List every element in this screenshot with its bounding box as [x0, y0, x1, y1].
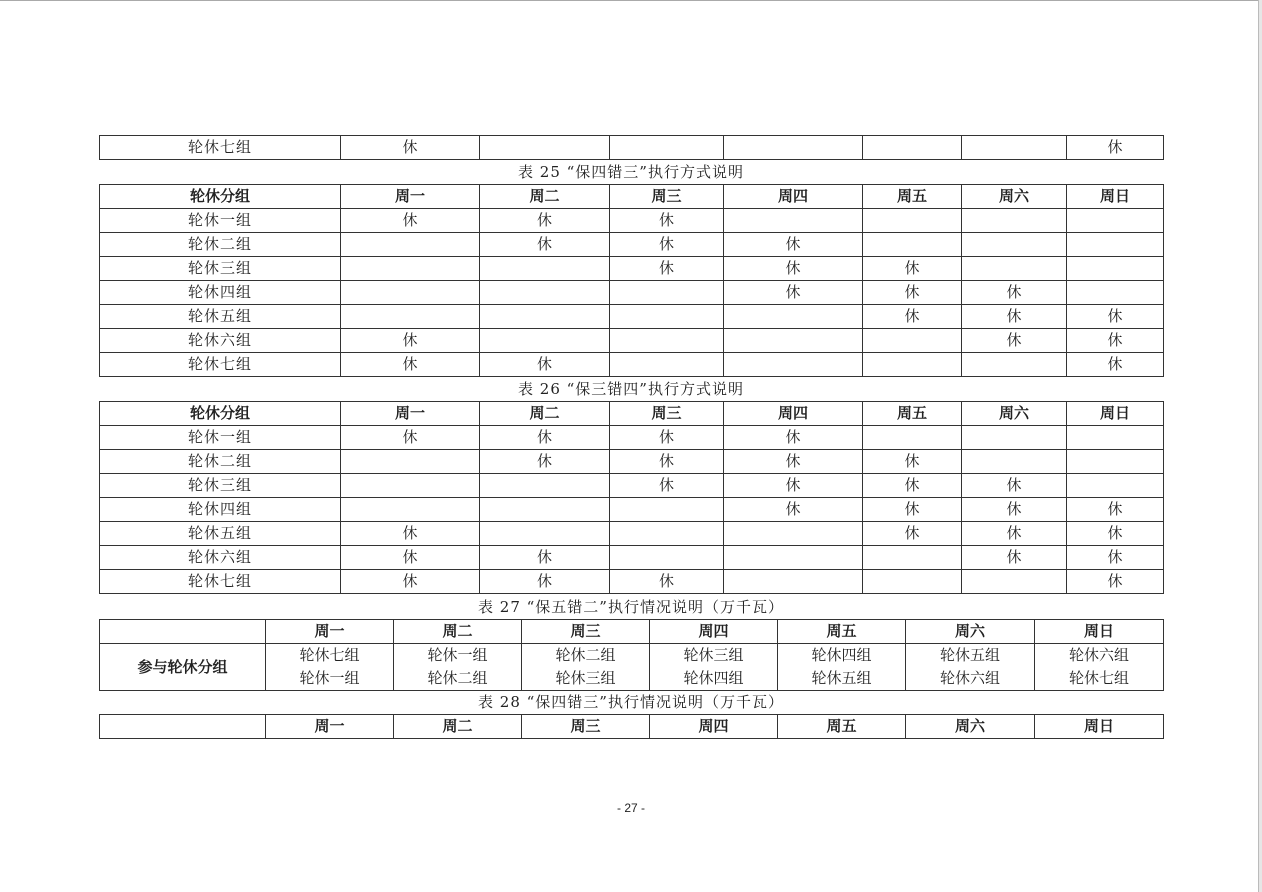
cell: 休 [341, 209, 480, 233]
row-label: 轮休七组 [100, 353, 341, 377]
table-row [100, 522, 1164, 546]
cell [724, 353, 863, 377]
cell: 休 [1067, 546, 1164, 570]
cell [863, 546, 962, 570]
cell [610, 281, 724, 305]
cell: 休 [724, 450, 863, 474]
page-number: - 27 - [616, 801, 645, 815]
cell [610, 522, 724, 546]
cell [1067, 233, 1164, 257]
cell [480, 522, 610, 546]
cell [610, 136, 724, 160]
row-label: 轮休七组 [100, 570, 341, 594]
cell [341, 281, 480, 305]
cell [724, 570, 863, 594]
cell [962, 257, 1067, 281]
table25-caption: 表 25 “保四错三”执行方式说明 [518, 163, 744, 181]
table-row [100, 353, 1164, 377]
cell: 休 [480, 233, 610, 257]
cell [1067, 257, 1164, 281]
cell [724, 209, 863, 233]
cell: 休 [962, 546, 1067, 570]
cell: 休 [863, 474, 962, 498]
cell: 休 [724, 257, 863, 281]
table-row [100, 450, 1164, 474]
cell: 休 [962, 281, 1067, 305]
cell [1067, 281, 1164, 305]
header-empty [100, 715, 266, 739]
cell [1067, 450, 1164, 474]
cell [962, 450, 1067, 474]
header-day: 周二 [480, 185, 610, 209]
cell [610, 353, 724, 377]
header-day: 周六 [906, 620, 1035, 644]
table26-caption: 表 26 “保三错四”执行方式说明 [518, 380, 744, 398]
group-name: 轮休七组 [1068, 669, 1129, 687]
cell: 休 [962, 305, 1067, 329]
cell [610, 305, 724, 329]
cell [1067, 474, 1164, 498]
table25-body [100, 209, 1164, 377]
header-day: 周五 [863, 402, 962, 426]
table28-caption: 表 28 “保四错三”执行情况说明（万千瓦） [478, 693, 784, 711]
cell: 休 [863, 450, 962, 474]
cell: 休 [341, 546, 480, 570]
row-label: 轮休一组 [100, 209, 341, 233]
table27 [99, 619, 1163, 691]
cell [522, 644, 650, 691]
row-label: 参与轮休分组 [100, 644, 266, 691]
cell: 休 [610, 233, 724, 257]
cell [610, 498, 724, 522]
table-row [100, 209, 1164, 233]
group-name: 轮休五组 [811, 669, 872, 687]
group-name: 轮休一组 [427, 646, 488, 664]
cell [394, 644, 522, 691]
table-row [100, 570, 1164, 594]
cell: 休 [480, 570, 610, 594]
row-label: 轮休五组 [100, 305, 341, 329]
cell [962, 353, 1067, 377]
row-label: 轮休三组 [100, 257, 341, 281]
table26-body [100, 426, 1164, 594]
cell [341, 305, 480, 329]
cell: 休 [1067, 305, 1164, 329]
cell [724, 136, 863, 160]
table-row [100, 329, 1164, 353]
header-day: 周四 [724, 185, 863, 209]
table-row [100, 474, 1164, 498]
row-label: 轮休三组 [100, 474, 341, 498]
cell: 休 [480, 546, 610, 570]
cell: 休 [480, 209, 610, 233]
cell: 休 [610, 474, 724, 498]
header-day: 周二 [480, 402, 610, 426]
cell [863, 426, 962, 450]
cell: 休 [724, 233, 863, 257]
cell [480, 136, 610, 160]
group-name: 轮休一组 [299, 669, 360, 687]
cell [863, 353, 962, 377]
header-day: 周日 [1035, 620, 1164, 644]
cell: 休 [962, 329, 1067, 353]
cell: 休 [610, 570, 724, 594]
group-name: 轮休六组 [939, 669, 1000, 687]
row-label: 轮休四组 [100, 281, 341, 305]
header-day: 周日 [1067, 402, 1164, 426]
cell [962, 209, 1067, 233]
cell [863, 329, 962, 353]
header-group: 轮休分组 [100, 402, 341, 426]
header-day: 周三 [610, 185, 724, 209]
header-empty [100, 620, 266, 644]
table25 [99, 184, 1163, 377]
header-day: 周四 [650, 715, 778, 739]
cell [341, 233, 480, 257]
group-name: 轮休四组 [811, 646, 872, 664]
group-name: 轮休三组 [555, 669, 616, 687]
cell: 休 [724, 426, 863, 450]
header-day: 周六 [962, 185, 1067, 209]
cell [1067, 426, 1164, 450]
cell: 休 [863, 498, 962, 522]
cell [1067, 209, 1164, 233]
header-day: 周二 [394, 620, 522, 644]
cell: 休 [724, 498, 863, 522]
header-day: 周六 [906, 715, 1035, 739]
group-name: 轮休二组 [555, 646, 616, 664]
row-label: 轮休二组 [100, 450, 341, 474]
cell [480, 305, 610, 329]
header-day: 周一 [266, 620, 394, 644]
table26 [99, 401, 1163, 594]
cell [863, 233, 962, 257]
cell [480, 474, 610, 498]
cell [650, 644, 778, 691]
cell: 休 [480, 353, 610, 377]
row-label: 轮休二组 [100, 233, 341, 257]
header-day: 周六 [962, 402, 1067, 426]
header-day: 周五 [863, 185, 962, 209]
cell: 休 [1067, 570, 1164, 594]
cell: 休 [480, 450, 610, 474]
cell: 休 [962, 498, 1067, 522]
header-day: 周一 [266, 715, 394, 739]
cell: 休 [724, 281, 863, 305]
cell: 休 [863, 522, 962, 546]
header-day: 周一 [341, 402, 480, 426]
table-row [100, 233, 1164, 257]
cell [962, 136, 1067, 160]
cell: 休 [610, 450, 724, 474]
cell: 休 [863, 305, 962, 329]
row-label: 轮休六组 [100, 329, 341, 353]
cell [962, 233, 1067, 257]
row-label: 轮休一组 [100, 426, 341, 450]
table-row [100, 498, 1164, 522]
cell [480, 257, 610, 281]
cell [724, 329, 863, 353]
cell [863, 136, 962, 160]
table-row [100, 136, 1164, 160]
group-name: 轮休五组 [939, 646, 1000, 664]
cell [610, 329, 724, 353]
cell: 休 [962, 474, 1067, 498]
group-name: 轮休六组 [1068, 646, 1129, 664]
cell: 休 [610, 209, 724, 233]
cell [341, 450, 480, 474]
cell: 休 [610, 257, 724, 281]
header-day: 周二 [394, 715, 522, 739]
cell: 休 [863, 281, 962, 305]
cell: 休 [962, 522, 1067, 546]
header-day: 周五 [778, 620, 906, 644]
cell [724, 546, 863, 570]
cell: 休 [863, 257, 962, 281]
group-name: 轮休二组 [427, 669, 488, 687]
table-row [100, 426, 1164, 450]
cell: 休 [724, 474, 863, 498]
cell [724, 522, 863, 546]
cell [341, 498, 480, 522]
cell [480, 329, 610, 353]
cell: 休 [610, 426, 724, 450]
page-top-border [0, 0, 1262, 1]
cell [962, 570, 1067, 594]
cell: 休 [341, 570, 480, 594]
cell [906, 644, 1035, 691]
group-name: 轮休四组 [683, 669, 744, 687]
table28 [99, 714, 1163, 739]
cell: 休 [341, 522, 480, 546]
header-day: 周四 [650, 620, 778, 644]
cell [480, 498, 610, 522]
table-header-row [100, 715, 1164, 739]
cell: 休 [341, 426, 480, 450]
row-label: 轮休四组 [100, 498, 341, 522]
cell: 休 [1067, 329, 1164, 353]
header-day: 周一 [341, 185, 480, 209]
cell [610, 546, 724, 570]
cell [863, 209, 962, 233]
cell: 休 [1067, 353, 1164, 377]
header-day: 周日 [1035, 715, 1164, 739]
cell [266, 644, 394, 691]
cell [341, 257, 480, 281]
cell [480, 281, 610, 305]
row-label: 轮休六组 [100, 546, 341, 570]
cell: 休 [480, 426, 610, 450]
cell [1035, 644, 1164, 691]
table-header-row [100, 185, 1164, 209]
group-name: 轮休七组 [299, 646, 360, 664]
table-header-row [100, 620, 1164, 644]
header-group: 轮休分组 [100, 185, 341, 209]
header-day: 周三 [610, 402, 724, 426]
table-row [100, 257, 1164, 281]
cell [724, 305, 863, 329]
row-label: 轮休五组 [100, 522, 341, 546]
header-day: 周日 [1067, 185, 1164, 209]
table-row [100, 281, 1164, 305]
previous-table-fragment [99, 135, 1163, 160]
cell: 休 [1067, 136, 1164, 160]
header-day: 周三 [522, 620, 650, 644]
table-header-row [100, 402, 1164, 426]
cell: 休 [341, 136, 480, 160]
table-row [100, 644, 1164, 691]
cell: 休 [341, 329, 480, 353]
group-name: 轮休三组 [683, 646, 744, 664]
header-day: 周五 [778, 715, 906, 739]
cell: 休 [1067, 498, 1164, 522]
fragment-table [99, 135, 1164, 160]
cell [778, 644, 906, 691]
header-day: 周三 [522, 715, 650, 739]
table-row [100, 546, 1164, 570]
cell [962, 426, 1067, 450]
cell [341, 474, 480, 498]
row-label: 轮休七组 [100, 136, 341, 160]
cell [863, 570, 962, 594]
header-day: 周四 [724, 402, 863, 426]
cell: 休 [341, 353, 480, 377]
table27-caption: 表 27 “保五错二”执行情况说明（万千瓦） [478, 598, 784, 616]
cell: 休 [1067, 522, 1164, 546]
table-row [100, 305, 1164, 329]
